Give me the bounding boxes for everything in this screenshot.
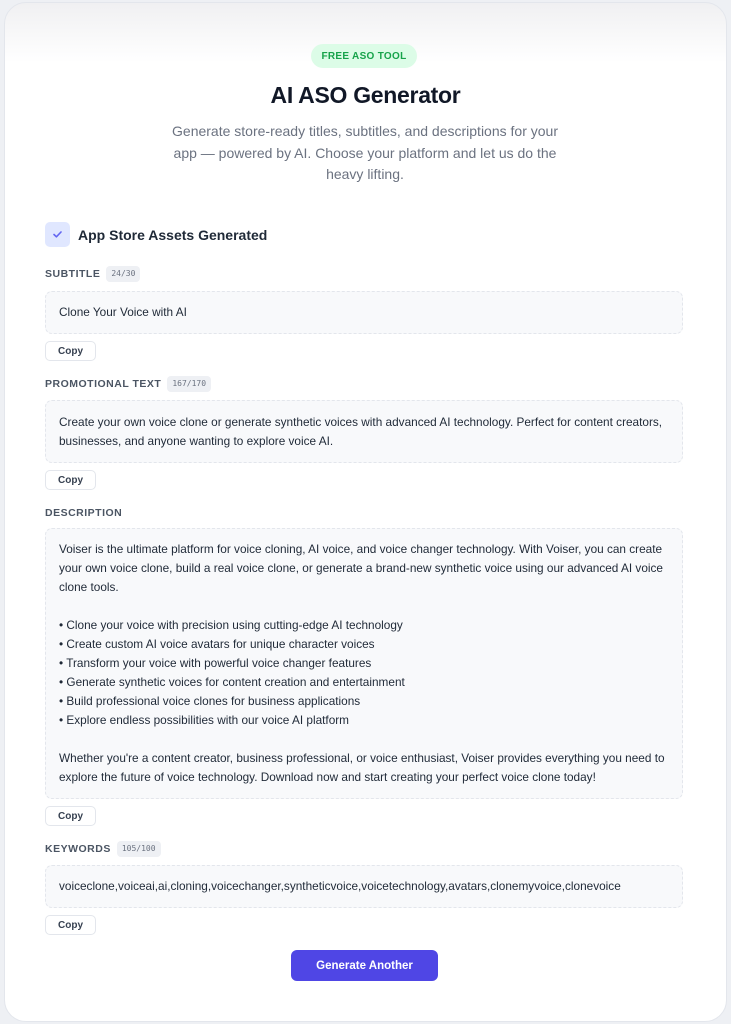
- subtitle-label: SUBTITLE: [45, 268, 101, 280]
- promo-label-row: [45, 375, 211, 393]
- copy-description-button[interactable]: Copy: [45, 806, 96, 826]
- keywords-label-row: [45, 840, 161, 858]
- page-title: AI ASO Generator: [270, 82, 461, 108]
- free-tool-badge: FREE ASO TOOL: [311, 44, 417, 68]
- page-description: Generate store-ready titles, subtitles, and descriptions for your app — powered by AI. Choose your platform and let us do the heavy lifting.: [172, 123, 558, 182]
- description-label: DESCRIPTION: [45, 507, 123, 519]
- promotional-text-char-counter: 167/170: [167, 376, 211, 392]
- keywords-label: KEYWORDS: [45, 843, 111, 855]
- description-output[interactable]: [45, 528, 683, 799]
- description-bullet: • Explore endless possibilities with our voice AI platform: [59, 713, 350, 727]
- subtitle-char-counter: 24/30: [106, 266, 140, 282]
- check-icon: [45, 222, 70, 247]
- keywords-value: voiceclone,voiceai,ai,cloning,voicechanger,syntheticvoice,voicetechnology,avatars,clonemyvoice,clonevoice: [59, 879, 621, 893]
- subtitle-output[interactable]: [45, 291, 683, 334]
- description-label-row: [45, 504, 122, 522]
- result-title: App Store Assets Generated: [78, 226, 268, 243]
- description-bullet: • Build professional voice clones for business applications: [59, 694, 361, 708]
- subtitle-label-row: [45, 265, 140, 283]
- keywords-output[interactable]: [45, 865, 683, 908]
- copy-subtitle-button[interactable]: Copy: [45, 341, 96, 361]
- description-bullet: • Generate synthetic voices for content creation and entertainment: [59, 675, 405, 689]
- description-bullet: • Clone your voice with precision using cutting-edge AI technology: [59, 618, 403, 632]
- description-intro: Voiser is the ultimate platform for voice cloning, AI voice, and voice changer technology. With Voiser, you can create your own voice clone, build a real voice clone, or generate a brand-new synthetic voice using our advanced AI voice clone tools.: [59, 542, 663, 594]
- promotional-text-value: Create your own voice clone or generate synthetic voices with advanced AI technology. Perfect for content creators, businesses, and anyone wanting to explore voice AI.: [59, 415, 663, 448]
- description-bullet: • Create custom AI voice avatars for unique character voices: [59, 637, 375, 651]
- copy-keywords-button[interactable]: Copy: [45, 915, 96, 935]
- result-header: [45, 222, 267, 247]
- generate-another-button[interactable]: Generate Another: [291, 950, 438, 981]
- copy-promotional-text-button[interactable]: Copy: [45, 470, 96, 490]
- description-outro: Whether you're a content creator, business professional, or voice enthusiast, Voiser provides everything you need to explore the future of voice technology. Download now and start creating your perfect voice clone today!: [59, 751, 665, 784]
- subtitle-text: Clone Your Voice with AI: [59, 305, 187, 319]
- keywords-char-counter: 105/100: [117, 841, 161, 857]
- promotional-text-label: PROMOTIONAL TEXT: [45, 378, 162, 390]
- description-bullet: • Transform your voice with powerful voice changer features: [59, 656, 372, 670]
- promotional-text-output[interactable]: [45, 400, 683, 463]
